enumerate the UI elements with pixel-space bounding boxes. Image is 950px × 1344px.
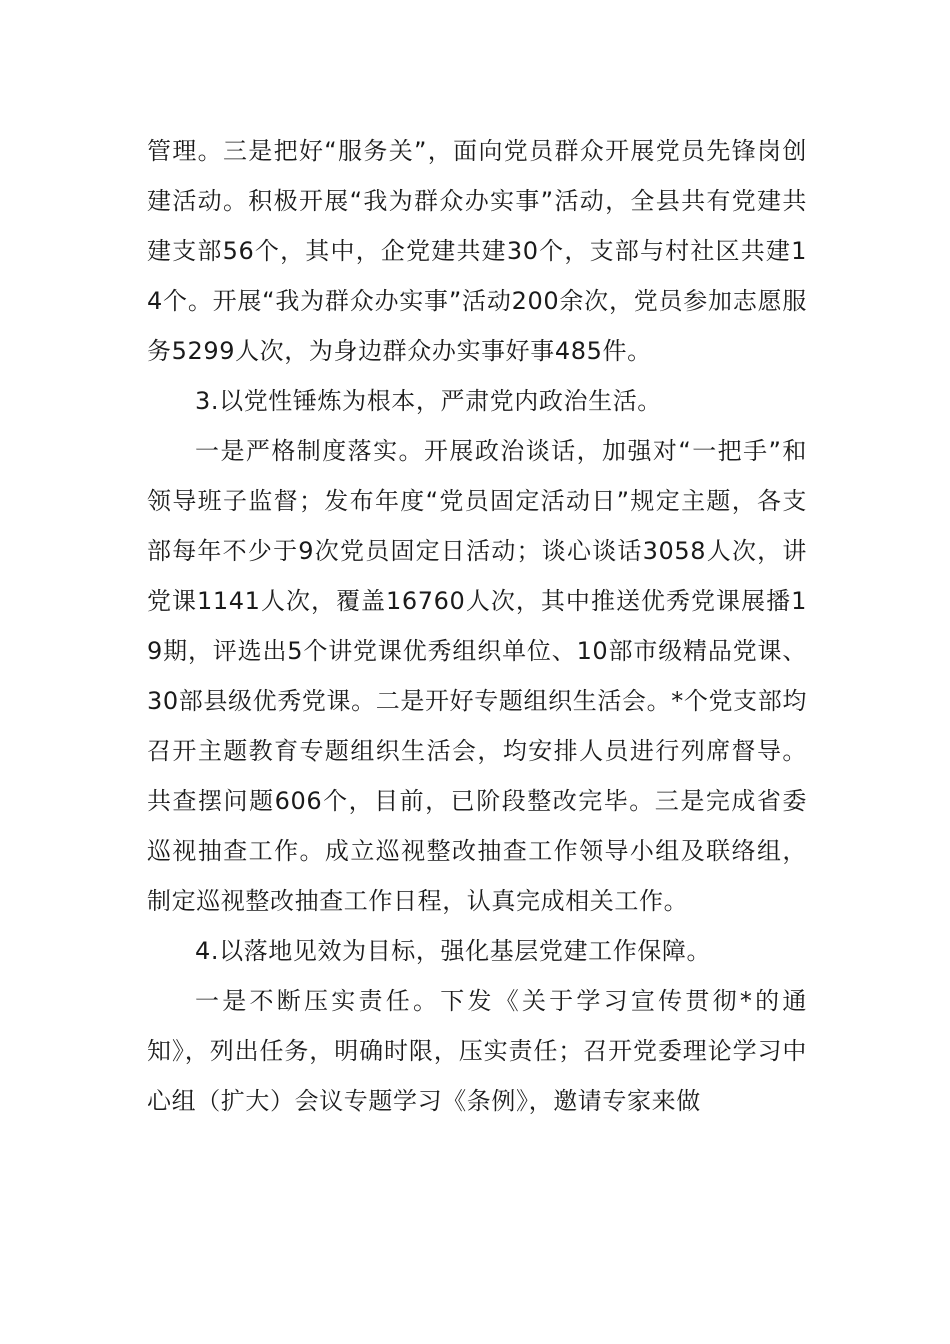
- paragraph-section-3: 一是严格制度落实。开展政治谈话，加强对“一把手”和领导班子监督；发布年度“党员固定活动日”规定主题，各支部每年不少于9次党员固定日活动；谈心谈话3058人次，讲党课1141人次，覆盖16760人次，其中推送优秀党课展播19期，评选出5个讲党课优秀组织单位、10部市级精品党课、30部县级优秀党课。二是开好专题组织生活会。*个党支部均召开主题教育专题组织生活会，均安排人员进行列席督导。共查摆问题606个，目前，已阶段整改完毕。三是完成省委巡视抽查工作。成立巡视整改抽查工作领导小组及联络组，制定巡视整改抽查工作日程，认真完成相关工作。: [147, 437, 807, 915]
- paragraph-section-4: 一是不断压实责任。下发《关于学习宣传贯彻*的通知》，列出任务，明确时限，压实责任；召开党委理论学习中心组（扩大）会议专题学习《条例》，邀请专家来做: [147, 987, 807, 1115]
- document-body: [147, 126, 807, 1126]
- paragraph-continued: 管理。三是把好“服务关”，面向党员群众开展党员先锋岗创建活动。积极开展“我为群众办实事”活动，全县共有党建共建支部56个，其中，企党建共建30个，支部与村社区共建14个。开展“我为群众办实事”活动200余次，党员参加志愿服务5299人次，为身边群众办实事好事485件。: [147, 137, 807, 365]
- section-heading-4: 4.以落地见效为目标，强化基层党建工作保障。: [195, 937, 712, 965]
- section-heading-3: 3.以党性锤炼为根本，严肃党内政治生活。: [195, 387, 662, 415]
